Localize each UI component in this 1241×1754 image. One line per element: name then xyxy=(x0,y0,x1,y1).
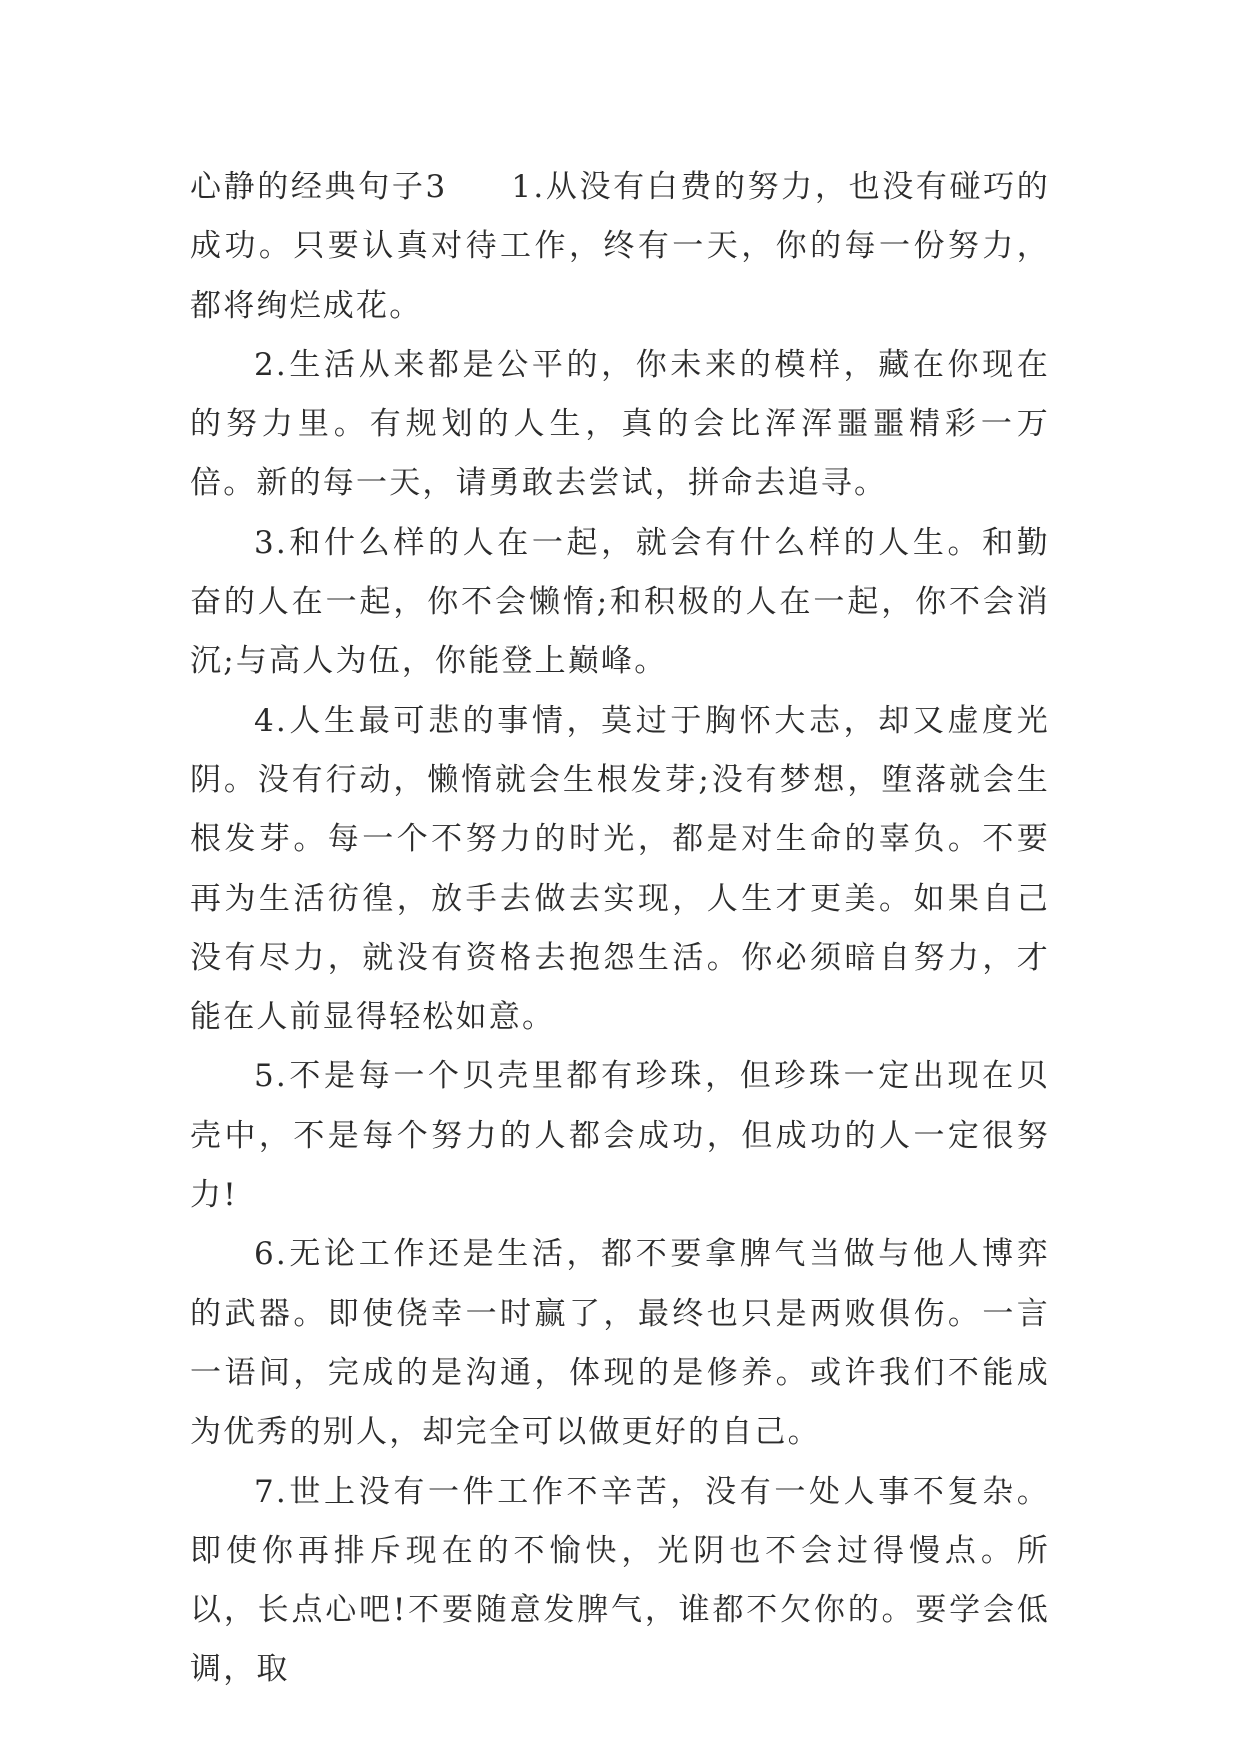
paragraph-7: 7.世上没有一件工作不辛苦，没有一处人事不复杂。即使你再排斥现在的不愉快，光阴也不会过得慢点。所以，长点心吧!不要随意发脾气，谁都不欠你的。要学会低调，取 xyxy=(190,1473,1050,1688)
document-body xyxy=(190,158,1050,1700)
paragraph-6: 6.无论工作还是生活，都不要拿脾气当做与他人博弈的武器。即使侥幸一时赢了，最终也只是两败俱伤。一言一语间，完成的是沟通，体现的是修养。或许我们不能成为优秀的别人，却完全可以做更好的自己。 xyxy=(190,1236,1050,1451)
paragraph-3: 3.和什么样的人在一起，就会有什么样的人生。和勤奋的人在一起，你不会懒惰;和积极的人在一起，你不会消沉;与高人为伍，你能登上巅峰。 xyxy=(190,524,1050,680)
paragraph-2: 2.生活从来都是公平的，你未来的模样，藏在你现在的努力里。有规划的人生，真的会比浑浑噩噩精彩一万倍。新的每一天，请勇敢去尝试，拼命去追寻。 xyxy=(190,346,1050,502)
paragraph-4: 4.人生最可悲的事情，莫过于胸怀大志，却又虚度光阴。没有行动，懒惰就会生根发芽;没有梦想，堕落就会生根发芽。每一个不努力的时光，都是对生命的辜负。不要再为生活彷徨，放手去做去实现，人生才更美。如果自己没有尽力，就没有资格去抱怨生活。你必须暗自努力，才能在人前显得轻松如意。 xyxy=(190,702,1050,1036)
document-heading: 心静的经典句子3 xyxy=(190,169,448,205)
paragraph-1-text: 1.从没有白费的努力，也没有碰巧的成功。只要认真对待工作，终有一天，你的每一份努力，都将绚烂成花。 xyxy=(190,169,1050,324)
paragraph-5: 5.不是每一个贝壳里都有珍珠，但珍珠一定出现在贝壳中，不是每个努力的人都会成功，但成功的人一定很努力! xyxy=(190,1058,1050,1214)
paragraph-1 xyxy=(190,158,1050,336)
